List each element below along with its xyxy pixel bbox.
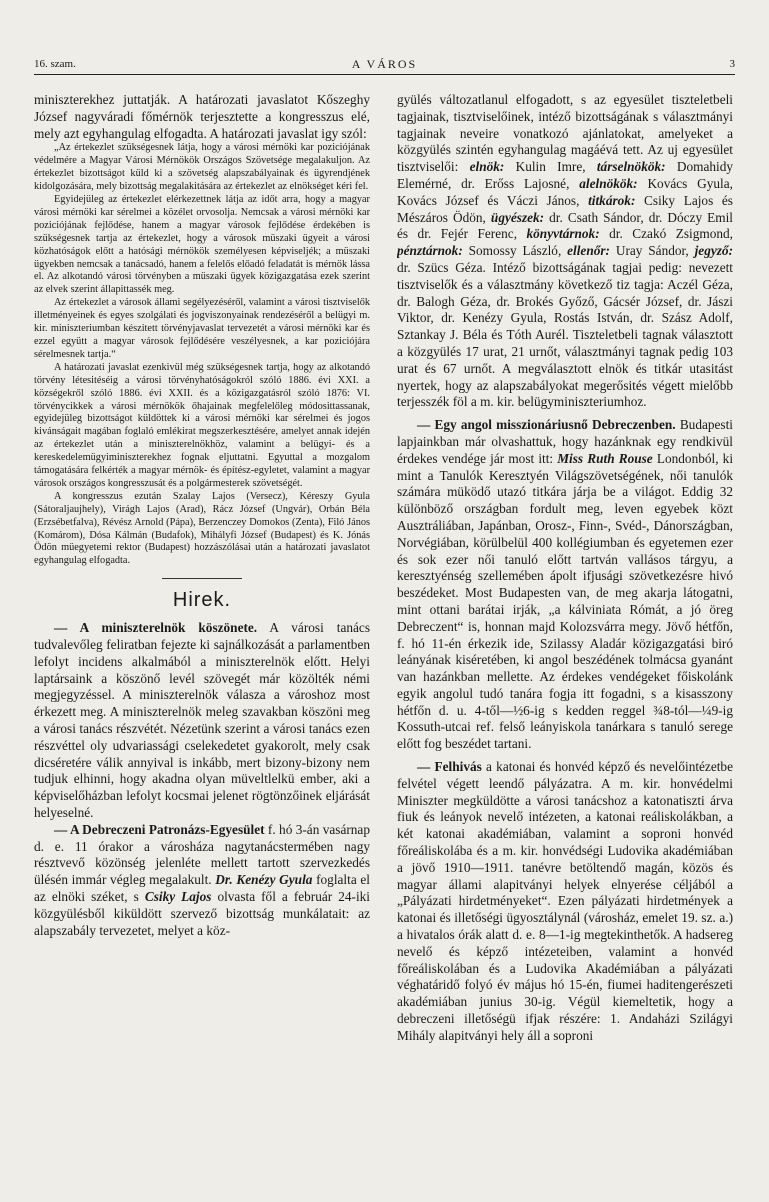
news-body: dr. Czakó Zsigmond,: [599, 226, 733, 242]
person-name: Miss Ruth Rouse: [557, 450, 653, 466]
news-body: Londonból, ki mint a Tanulók Keresztyén Világszövetségének, női tanulók számára müködő utazó titkára járja be a világot. Eddig 32 különböző országban fordult meg, leven egyebek közt Ausztráliában, Japánban, Orosz-, Finn-, Svéd-, Dánországban, Norvégiában, körülbelül 400 kollégiumban és egyetemen ezer és sok ezer női tanuló előtt tartván vallásos tárgyu, a keresztyénség szellemében ápolt ifjusági szövetkezésre hivó beszédeket. Most Budapesten van, de meg akarja látogatni, mint ottani barátai irják, „a kálviniata Rómát, a jó öreg Debreczent“ is, honnan majd Kolozsvárra megy. Jövő hétfőn, f. hó 11-én érkezik ide, Szilassy Aladár közigazgatási biró leányának kiséretében, ki angol beszédének tolmácsa gyanánt van hazánkban mellette. Az érdekes vendégeket főiskolánk egyik angolul tudó tanára fogja itt fogadni, s a kisasszony hétfőn d. u. 4-től—½6-ig s kedden reggel ¾8-tól—¼9-ig Kossuth-utcai ref. felső leányiskola tanárkara s tanuló serege előtt fog beszédet tartani.: [397, 450, 733, 752]
news-body: Kovács Gyula, Kovács József és Váczi János,: [397, 175, 733, 208]
issue-number: 16. szam.: [34, 58, 76, 70]
news-title: — Felhivás: [417, 759, 482, 775]
page-header: [34, 56, 735, 74]
role-label: ügyészek:: [490, 209, 545, 225]
section-heading-hirek: Hirek.: [172, 589, 232, 612]
role-label: pénztárnok:: [397, 243, 463, 259]
news-body: olvasta fől a február 24-iki közgyülésből kiküldött szervező bizottság munkálatait: az alapszabály tervezetet, melyet a köz-: [34, 889, 370, 938]
paragraph: miniszterekhez juttatják. A határozati javaslatot Kőszeghy József nagyváradi főmérnök terjesztette a kongresszus elé, mely azt egyhangulag elfogadta. A határozati javaslat igy szól:: [34, 92, 370, 141]
role-label: társelnökök:: [596, 159, 666, 175]
news-body: foglalta el az elnöki széket, s: [34, 872, 370, 905]
role-label: könyvtárnok:: [526, 226, 600, 242]
section-divider: [162, 578, 242, 579]
page-number: 3: [729, 58, 735, 70]
left-column: [34, 92, 370, 1192]
news-body: Csiky Lajos és Mészáros Ödön,: [397, 192, 733, 225]
news-item: [34, 822, 370, 940]
header-rule: [34, 74, 735, 75]
news-item: [397, 759, 733, 1045]
news-title: — A Debreczeni Patronázs-Egyesület: [54, 821, 265, 837]
news-body: a katonai és honvéd képző és nevelőintézetbe felvétel végett leendő pályázatra. A m. kir. honvédelmi Miniszter megküldötte a városi tanácshoz a katonatiszti árva fiuk és leányok nevelő intézeten, a katonai reáliskolákban, a két katonai akadémiában, valamint a soproni honvéd főreáliskolába és a m. kir. honvédségi Ludovika akadémiában a jövő 1910—1911. tanévre betöltendő magán, közös és magyar állami alapitványi helyek elnyerése céljából a „Pályázati hirdetményeket“. Ezen pályázati hirdetmények a katonai és illetőségi ügyosztálynál (városház, emelet 19. sz. a.) a hivatalos órák alatt d. e. 8—1-ig megtekinthetők. A hadsereg nevelő és képző intézeteiben, valamint a honvéd főreáliskolában és a Ludovika Akadémiában a pályázati véghatáridő folyó év május hó 15-én, fiumei haditengerészeti akadémiában junius 30-ig. Végül kiemeltetik, hogy a debreczeni illetőségü ifjak részére: 1. Andaházi Szilágyi Mihály alapitványi hely áll a soproni: [397, 759, 733, 1043]
news-item: [34, 620, 370, 822]
resolution-paragraph: Egyidejüleg az értekezlet elérkezettnek látja az időt arra, hogy a magyar városi mérnöki kar sérelmei a közélet orvosolja. Nemcsak a városi mérnöki kar poziciójának fejlődése, hanem a magyar városok fejlődése érdekében is szükségesnek tartja az értekezlet, hogy a városok müszaki ügyeit a városi közhatóságok előtt a hatósági mérnökök személyesen képviseljék; a müszaki ügyekben nemcsak a tanácsadó, hanem a felelős előadó feladatát is mérnök lássa el. Az alkotandó városi törvényben a müszaki ügyek közigazgatása ezek szerint az elvek szerint állapittassék meg.: [34, 194, 370, 296]
newspaper-title: A VÁROS: [351, 57, 418, 71]
news-body: Uray Sándor,: [609, 243, 695, 259]
right-column: [397, 92, 733, 1192]
news-body: Domahidy Elemérné, dr. Erőss Lajosné,: [397, 159, 733, 191]
news-body: Somossy László,: [462, 243, 568, 259]
news-body: Budapesti lapjainkban már olvashattuk, hogy hazánknak egy rendkivül érdekes vendége jár most itt:: [397, 417, 733, 466]
resolution-paragraph: A határozati javaslat ezenkivül még szükségesnek tartja, hogy az alkotandó törvény létesitéséig a városi törvényhatóságokról szóló 1886. évi XXI. a községekről szóló 1886. évi XXII. és a közigazgatásról szóló 1876: VI. törvénycikkek a városi mérnökök őhajainak megfelelőleg módosittassanak, egyidejüleg bizottságot küldöttek ki a városi mérnöki kar sérelmei és jogos kivánságait magában foglaló emlékirat megszerkesztésére, amelyet annak idején az értekezlet után a miniszterelnökhöz, valamint a belügyi- és a kereskedelemügyiminiszterekhez fognak eljuttatni. Egyuttal a mozgalom támogatására felkérték a magyar mérnök- és építész-egyletet, valamint a magyar városok országos kongresszusát és a polgármesterek szövetségét.: [34, 361, 370, 489]
role-label: jegyző:: [694, 243, 733, 259]
article-columns: [34, 92, 735, 1192]
person-name: Dr. Kenézy Gyula: [215, 872, 313, 888]
role-label: elnök:: [469, 159, 505, 175]
news-body: f. hó 3-án vasárnap d. e. 11 órakor a városháza nagytanácstermében nagy résztvevő közönség jelenléte mellett tartott szervezkedés ülésén immár végleg megalakult.: [34, 821, 370, 888]
role-label: alelnökök:: [579, 175, 638, 191]
news-continuation: [397, 92, 733, 411]
news-body: gyülés változatlanul elfogadott, s az egyesület tiszteletbeli tagjainak, tisztviselőinek, intéző bizottságának s választmányi tagjainak neveire vonatkozó ajánlatokat, amelyeket a közgyülés szintén egyhangulag magáévá tett. Az uj egyesület tisztviselői:: [397, 92, 733, 175]
news-body: A városi tanács tudvalevőleg feliratban fejezte ki sajnálkozását a parlamentben lefolyt incidens alkalmából a miniszterelnök előtt. Helyi laptársaink a köszönő levél szövegét már közölték némi megjegyzéssel. A miniszterelnök válasza a városhoz most érkezett meg. A miniszterelnök meleg szavakban köszöni meg a városi tanács részvétét. Nézetünk szerint a városi tanács ezen részvéttel oly udvariassági cselekedetet gyakorolt, mely csak dicséretére válik annyival is inkább, mert bizony-bizony nem tudjuk elhinni, hogy akadna olyan müveltlelkü ember, aki a képviselőházban lefolyt kocsmai jelenet rögtönzőinek eljárását helyeselné.: [34, 620, 370, 821]
resolution-paragraph: Az értekezlet a városok állami segélyezéséről, valamint a városi tisztviselők illetményeinek és egyes szolgálati és jogviszonyainak rendezéséről a belügyi m. kir. miniszteriumban készitett törvényjavaslat tervezetét a városi mérnöki kar és ezzel együtt a magyar városok fejlődésére veszélyesnek, a kar poziciójára sérelmesnek tartja.“: [34, 297, 370, 360]
news-body: Kulin Imre,: [504, 159, 597, 175]
news-body: dr. Szücs Géza. Intéző bizottságának tagjai pedig: nevezett tisztviselők és a választmány következő tiz tagja: Aczél Géza, dr. Balogh Géza, dr. Brokés Győző, Gácsér József, dr. Jászi Viktor, dr. Kenézy Gyula, Rostás István, dr. Szász Adolf, Sztankay J. Béla és Tóth Aurél. Tiszteletbeli tagnak választott a közgyülés 17 urat, 21 urnőt, választmányi tagnak pedig 103 urat és 67 urnőt. A megválasztott elnök és titkár utasitást nyertek, hogy az alapszabályokat megerősités végett mielőbb terjesszék föl a m. kir. belügyminiszteriumhoz.: [397, 259, 733, 410]
news-item: [397, 417, 733, 753]
role-label: ellenőr:: [567, 243, 610, 259]
resolution-quote: „Az értekezlet szükségesnek látja, hogy a városi mérnöki kar poziciójának védelmére a Magyar Városi Mérnökök Országos Szövetsége megalakuljon. Az értekezlet bizottságot küld ki a szövetség alapszabályainak és ügyrendjének kidolgozására, mely bizottság megalakitására az értekezlet az elnökséget kéri fel.: [34, 142, 370, 193]
resolution-paragraph: A kongresszus ezután Szalay Lajos (Versecz), Kéreszy Gyula (Sátoraljaujhely), Virágh Lajos (Arad), Rácz József (Ungvár), Orbán Béla (Erzsébetfalva), Révész Arnold (Pápa), Berzenczey Domokos (Zenta), Filó János (Komárom), Dósa Kálmán (Budafok), Mihályfi József (Budapest) és K. Jónás Ödön müegyetemi rektor (Budapest) hozzászólásai után a határozati javaslatot egyhangulag elfogadta.: [34, 490, 370, 567]
news-title: — A miniszterelnök köszönete.: [54, 620, 258, 636]
news-title: — Egy angol misszionáriusnő Debreczenben.: [417, 417, 676, 433]
person-name: Csiky Lajos: [144, 889, 212, 905]
news-body: dr. Csath Sándor, dr. Dóczy Emil és dr. Fejér Ferenc,: [397, 209, 733, 242]
role-label: titkárok:: [588, 192, 636, 208]
